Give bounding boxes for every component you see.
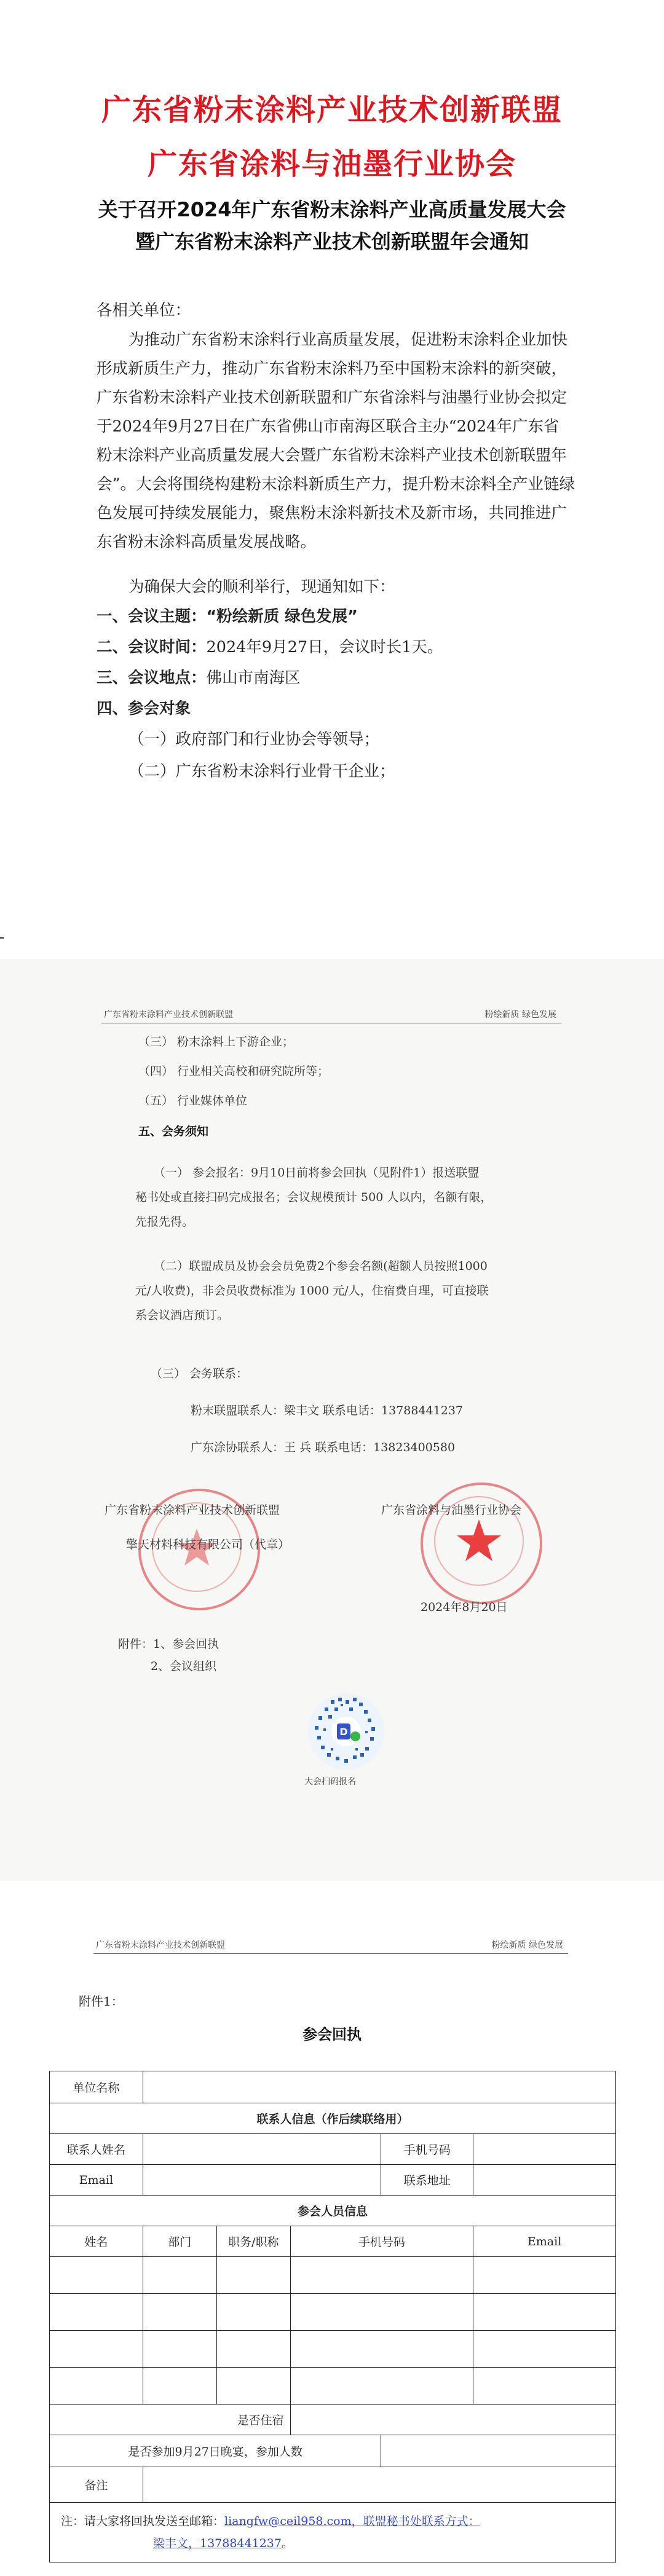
table-row — [50, 2467, 616, 2503]
footnote-end: 。 — [281, 2537, 293, 2550]
dinner-field[interactable] — [381, 2435, 616, 2467]
svg-text:D: D — [339, 1726, 348, 1738]
remarks-field[interactable] — [143, 2467, 615, 2503]
section-theme — [97, 602, 358, 631]
contact-2: 广东涂协联系人：王 兵 联系电话：13823400580 — [191, 1441, 456, 1454]
participant-item-2: （二）广东省粉末涂料行业骨干企业； — [128, 762, 395, 781]
attendee-info-heading: 参会人员信息 — [50, 2196, 616, 2226]
theme-label: 一、会议主题： — [97, 607, 207, 626]
table-row — [50, 2196, 616, 2226]
mobile-label: 手机号码 — [381, 2134, 473, 2165]
intro-paragraph — [97, 326, 588, 557]
running-header-right: 粉绘新质 绿色发展 — [491, 1940, 563, 1950]
time-value: 2024年9月27日，会议时长1天。 — [206, 638, 443, 656]
place-value: 佛山市南海区 — [206, 669, 301, 687]
section-time — [97, 633, 443, 662]
table-row — [50, 2226, 616, 2257]
table-row — [50, 2368, 616, 2405]
footnote-email-link[interactable]: liangfw@ceil958.com，联盟秘书处联系方式： — [224, 2515, 480, 2528]
dinner-label: 是否参加9月27日晚宴，参加人数 — [50, 2435, 381, 2467]
table-row — [50, 2405, 616, 2435]
lodging-label: 是否住宿 — [50, 2405, 291, 2435]
note-line: 元/人收费)，非会员收费标准为 1000 元/人，住宿费自理，可直接联 — [135, 1284, 489, 1298]
running-header-2 — [101, 1007, 561, 1023]
para-line: 为推动广东省粉末涂料行业高质量发展，促进粉末涂料企业加快 — [128, 331, 568, 349]
participant-item-5: （五） 行业媒体单位 — [138, 1094, 248, 1108]
lodging-field[interactable] — [290, 2405, 615, 2435]
unit-name-label: 单位名称 — [50, 2071, 143, 2103]
participant-item-4: （四） 行业相关高校和研究院所等； — [138, 1065, 330, 1078]
address-field[interactable] — [473, 2165, 616, 2196]
note-line: 先报先得。 — [135, 1215, 194, 1229]
contact-1: 粉末联盟联系人：梁丰文 联系电话：13788441237 — [191, 1404, 464, 1417]
running-header-3 — [93, 1937, 568, 1954]
email-label: Email — [50, 2165, 143, 2196]
contact-info-heading: 联系人信息（作后续联络用） — [50, 2103, 616, 2134]
contact-name-label: 联系人姓名 — [50, 2134, 143, 2165]
note-1 — [135, 1160, 578, 1234]
para-line: 广东省粉末涂料产业技术创新联盟和广东省涂料与油墨行业协会拟定 — [97, 388, 567, 407]
running-header-left: 广东省粉末涂料产业技术创新联盟 — [104, 1010, 233, 1020]
time-label: 二、会议时间： — [97, 638, 207, 656]
org-title-1: 广东省粉末涂料产业技术创新联盟 — [101, 93, 563, 127]
form-title: 参会回执 — [302, 2026, 362, 2043]
para-line: 会”。大会将围绕构建粉末涂料新质生产力，提升粉末涂料全产业链绿 — [97, 475, 575, 494]
para-line: 粉末涂料产业高质量发展大会暨广东省粉末涂料产业技术创新联盟年 — [97, 446, 567, 465]
col-mobile: 手机号码 — [290, 2226, 473, 2257]
para-line: 形成新质生产力，推动广东省粉末涂料乃至中国粉末涂料的新突破， — [97, 360, 567, 378]
org-title-2: 广东省涂料与油墨行业协会 — [147, 147, 516, 181]
running-header-left: 广东省粉末涂料产业技术创新联盟 — [96, 1940, 225, 1950]
place-label: 三、会议地点： — [97, 669, 207, 687]
notice-title-2: 暨广东省粉末涂料产业技术创新联盟年会通知 — [135, 230, 529, 253]
signature-right: 广东省涂料与油墨行业协会 — [381, 1503, 522, 1517]
note-line: 系会议酒店预订。 — [135, 1309, 229, 1322]
table-row — [50, 2134, 616, 2165]
footnote — [50, 2503, 616, 2562]
note-line: （二）联盟成员及协会会员免费2个参会名额(超额人员按照1000 — [154, 1259, 488, 1273]
table-row — [50, 2257, 616, 2294]
footnote-prefix: 注：请大家将回执发送至邮箱： — [61, 2515, 225, 2528]
attachment-1: 附件：1、参会回执 — [118, 1637, 219, 1651]
attachment-2: 2、会议组织 — [151, 1660, 217, 1673]
table-row — [50, 2331, 616, 2368]
participant-item-1: （一）政府部门和行业协会等领导； — [128, 730, 380, 749]
theme-value: “粉绘新质 绿色发展” — [206, 607, 358, 626]
para-line: 色发展可持续发展能力，聚焦粉末涂料新技术及新市场，共同推进广 — [97, 504, 567, 522]
notice-title-1: 关于召开2024年广东省粉末涂料产业高质量发展大会 — [98, 198, 566, 221]
signature-left-sub: 擎天材料科技有限公司（代章） — [126, 1538, 290, 1551]
document-date: 2024年8月20日 — [421, 1601, 508, 1614]
col-dept: 部门 — [143, 2226, 216, 2257]
address-label: 联系地址 — [381, 2165, 473, 2196]
table-row — [50, 2435, 616, 2467]
table-row — [50, 2294, 616, 2331]
salutation: 各相关单位： — [97, 301, 191, 320]
email-field[interactable] — [143, 2165, 381, 2196]
para-line: 于2024年9月27日在广东省佛山市南海区联合主办“2024年广东省 — [97, 417, 559, 436]
table-row — [50, 2165, 616, 2196]
section-place — [97, 664, 301, 693]
footnote-contact-link[interactable]: 梁丰文，13788441237 — [153, 2537, 282, 2550]
section-participants: 四、参会对象 — [97, 699, 191, 718]
para-2: 为确保大会的顺利举行，现通知如下： — [128, 578, 395, 596]
note-line: （一） 参会报名：9月10日前将参会回执（见附件1）报送联盟 — [154, 1166, 480, 1180]
registration-qr-icon[interactable] — [306, 1692, 386, 1771]
attachment-label: 附件1： — [79, 1994, 124, 2009]
running-header-right: 粉绘新质 绿色发展 — [484, 1010, 556, 1020]
col-name: 姓名 — [50, 2226, 143, 2257]
contact-name-field[interactable] — [143, 2134, 381, 2165]
col-email: Email — [473, 2226, 616, 2257]
table-row — [50, 2103, 616, 2134]
mobile-field[interactable] — [473, 2134, 616, 2165]
table-row — [50, 2503, 616, 2562]
col-title: 职务/职称 — [216, 2226, 290, 2257]
rsvp-form-table — [49, 2071, 616, 2562]
unit-name-field[interactable] — [143, 2071, 615, 2103]
participant-item-3: （三） 粉末涂料上下游企业； — [138, 1035, 294, 1049]
qr-caption: 大会扫码报名 — [304, 1777, 356, 1787]
notes-title: 五、会务须知 — [138, 1125, 209, 1138]
table-row — [50, 2071, 616, 2103]
para-line: 东省粉末涂料高质量发展战略。 — [97, 533, 317, 551]
note-2 — [135, 1254, 578, 1328]
remarks-label: 备注 — [50, 2467, 143, 2503]
note-line: 秘书处或直接扫码完成报名；会议规模预计 500 人以内，名额有限， — [135, 1191, 492, 1204]
note-3: （三） 会务联系： — [151, 1367, 248, 1381]
page-mark — [0, 937, 4, 939]
signature-left: 广东省粉末涂料产业技术创新联盟 — [105, 1503, 280, 1517]
